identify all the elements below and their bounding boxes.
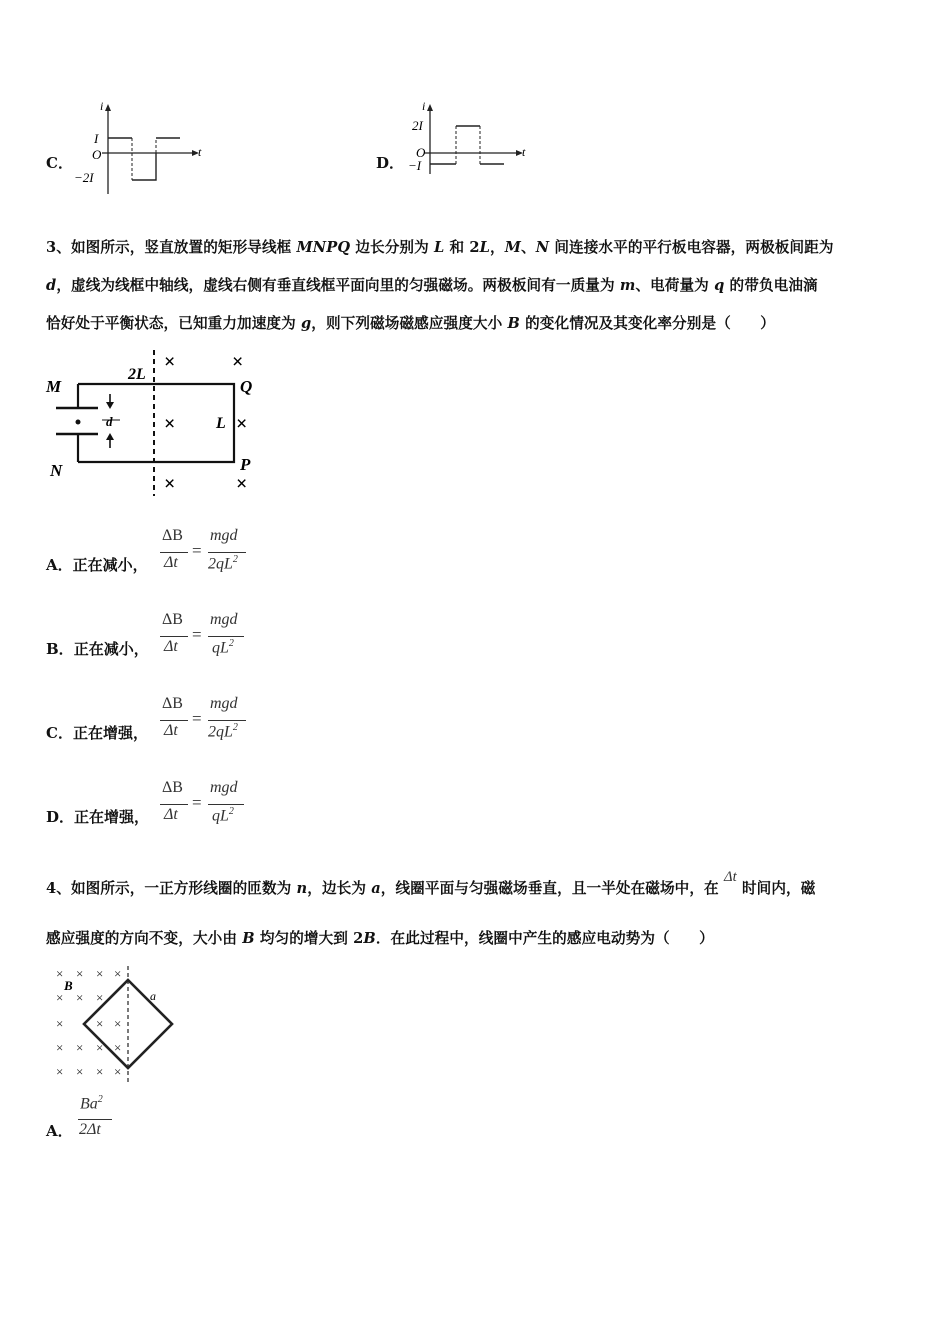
q3-label-p: P: [240, 455, 251, 474]
q3-field-cross: ×: [164, 351, 176, 373]
svg-text:×: ×: [114, 1064, 122, 1079]
prev-d-tick-neg: −I: [408, 158, 422, 173]
svg-text:×: ×: [114, 966, 122, 981]
svg-text:×: ×: [76, 966, 84, 981]
q4-coil-figure: [50, 962, 190, 1086]
svg-text:×: ×: [56, 1040, 64, 1055]
q4-label-a: a: [150, 989, 156, 1003]
q3-label-2l: 2L: [128, 366, 146, 383]
prev-c-tick-pos: I: [94, 131, 99, 146]
svg-text:×: ×: [76, 990, 84, 1005]
svg-text:×: ×: [96, 1064, 104, 1079]
q3-line-1: 3、如图所示，竖直放置的矩形导线框 MNPQ 边长分别为 L 和 2L，M、N 间连接水平的平行板电容器，两极板间距为: [46, 239, 834, 256]
prev-c-axis-t: t: [198, 145, 202, 159]
svg-text:×: ×: [56, 990, 64, 1005]
q3-field-cross: ×: [164, 413, 176, 435]
prev-option-d-label: D．: [376, 154, 405, 172]
q3-line-2: d，虚线为线框中轴线，虚线右侧有垂直线框平面向里的匀强磁场。两极板间有一质量为 m、电荷量为 q 的带负电油滴: [46, 277, 818, 294]
prev-d-origin: O: [416, 145, 426, 160]
q3-label-n: N: [50, 461, 63, 480]
svg-text:×: ×: [76, 1040, 84, 1055]
svg-text:×: ×: [56, 1064, 64, 1079]
q3-label-q: Q: [240, 377, 253, 396]
svg-text:×: ×: [114, 1016, 122, 1031]
q3-option-b-formula: ΔB Δt = mgd $qL^2$: [158, 611, 258, 667]
svg-text:×: ×: [96, 966, 104, 981]
q3-option-a-formula: ΔB Δt = mgd $2qL^2$: [158, 527, 258, 583]
svg-text:×: ×: [96, 990, 104, 1005]
q4-label-b: B: [64, 978, 73, 993]
q3-field-cross: ×: [236, 413, 248, 435]
q3-label-l: L: [216, 415, 226, 432]
prev-c-axis-i: i: [100, 99, 104, 113]
prev-d-axis-i: i: [422, 99, 426, 113]
svg-text:×: ×: [114, 1040, 122, 1055]
prev-c-tick-neg: −2I: [74, 170, 94, 185]
prev-option-c-graph: [72, 98, 212, 198]
q3-field-cross: ×: [232, 351, 244, 373]
q3-line-3: 恰好处于平衡状态，已知重力加速度为 g，则下列磁场磁感应强度大小 B 的变化情况及其变化率分别是（ ）: [46, 315, 775, 332]
q3-option-d-formula: ΔB Δt = mgd $qL^2$: [158, 779, 258, 835]
svg-text:×: ×: [56, 966, 64, 981]
svg-text:×: ×: [56, 1016, 64, 1031]
q4-dt-inline: Δt: [723, 869, 737, 885]
svg-text:×: ×: [96, 1016, 104, 1031]
prev-d-axis-t: t: [522, 145, 526, 159]
q3-field-cross: ×: [164, 473, 176, 495]
q3-label-d: d: [106, 414, 113, 429]
prev-option-d-graph: [404, 98, 534, 178]
q4-line-1: 4、如图所示，一正方形线圈的匝数为 n，边长为 a，线圈平面与匀强磁场垂直，且一半处在磁场中，在 Δt 时间内，磁: [46, 869, 816, 897]
q4-line-2: 感应强度的方向不变，大小由 B 均匀的增大到 2B．在此过程中，线圈中产生的感应电动势为（ ）: [46, 930, 714, 947]
q3-option-c-formula: ΔB Δt = mgd $2qL^2$: [158, 695, 258, 751]
q3-circuit-figure: [40, 346, 280, 501]
prev-c-origin: O: [92, 147, 102, 162]
prev-option-c-label: C．: [46, 154, 73, 172]
q4-option-a-formula: Ba$^2$ 2Δt: [76, 1094, 126, 1150]
svg-text:×: ×: [96, 1040, 104, 1055]
q3-field-cross: ×: [236, 473, 248, 495]
svg-text:×: ×: [76, 1064, 84, 1079]
prev-d-tick-pos: 2I: [412, 118, 423, 133]
q3-label-m: M: [46, 377, 62, 396]
